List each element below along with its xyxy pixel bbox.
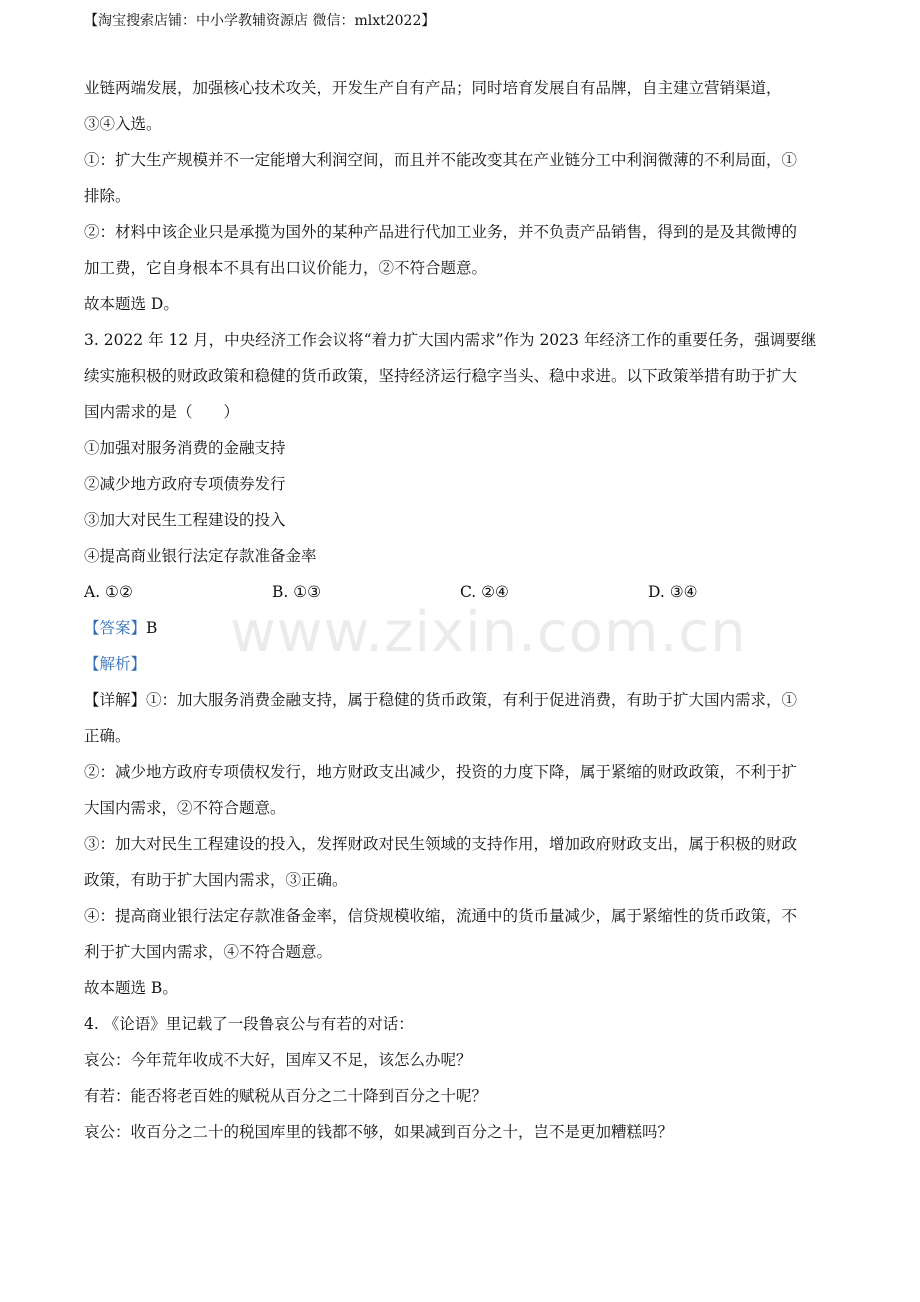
text-line: ①：扩大生产规模并不一定能增大利润空间，而且并不能改变其在产业链分工中利润微薄的不利局面，①	[84, 151, 798, 169]
text-line: 排除。	[84, 187, 131, 205]
explanation-line: ②：减少地方政府专项债权发行，地方财政支出减少，投资的力度下降，属于紧缩的财政政策，不利于扩	[84, 763, 798, 781]
document-body	[84, 70, 836, 1150]
question-stem: 续实施积极的财政政策和稳健的货币政策，坚持经济运行稳字当头、稳中求进。以下政策举措有助于扩大	[84, 367, 798, 385]
answer-label: 【答案】	[84, 619, 147, 637]
question-stem: 4. 《论语》里记载了一段鲁哀公与有若的对话：	[84, 1015, 414, 1033]
question-stem: 3. 2022 年 12 月，中央经济工作会议将“着力扩大国内需求”作为 2023 年经济工作的重要任务，强调要继	[84, 331, 817, 349]
explanation-line: 政策，有助于扩大国内需求，③正确。	[84, 871, 348, 889]
question-item: ④提高商业银行法定存款准备金率	[84, 547, 317, 565]
answer-value: B	[146, 619, 158, 637]
dialogue-line: 哀公：今年荒年收成不大好，国库又不足，该怎么办呢？	[84, 1051, 472, 1069]
text-line: 加工费，它自身根本不具有出口议价能力，②不符合题意。	[84, 259, 488, 277]
answer-options	[84, 574, 836, 610]
text-line: ③④入选。	[84, 115, 162, 133]
explanation-text: ①：加大服务消费金融支持，属于稳健的货币政策，有利于促进消费，有助于扩大国内需求，①	[146, 691, 798, 709]
analysis-line	[84, 646, 836, 682]
analysis-label: 【解析】	[84, 655, 147, 673]
explanation-line: ③：加大对民生工程建设的投入，发挥财政对民生领域的支持作用，增加政府财政支出，属于积极的财政	[84, 835, 798, 853]
question-stem: 国内需求的是（ ）	[84, 403, 240, 421]
dialogue-line: 有若：能否将老百姓的赋税从百分之二十降到百分之十呢？	[84, 1087, 488, 1105]
question-item: ①加强对服务消费的金融支持	[84, 439, 286, 457]
option-a: A. ①②	[84, 583, 133, 601]
option-d: D. ③④	[648, 583, 698, 601]
text-line: ②：材料中该企业只是承揽为国外的某种产品进行代加工业务，并不负责产品销售，得到的是及其微博的	[84, 223, 798, 241]
detail-line	[84, 682, 836, 718]
question-item: ②减少地方政府专项债券发行	[84, 475, 286, 493]
explanation-line: ④：提高商业银行法定存款准备金率，信贷规模收缩，流通中的货币量减少，属于紧缩性的货币政策，不	[84, 907, 798, 925]
option-b: B. ①③	[272, 583, 322, 601]
conclusion-line: 故本题选 B。	[84, 979, 178, 997]
option-c: C. ②④	[460, 583, 509, 601]
watermark: www.zixin.com.cn	[230, 600, 747, 665]
header-note: 【淘宝搜索店铺：中小学教辅资源店 微信：mlxt2022】	[84, 13, 436, 29]
answer-line	[84, 610, 836, 646]
explanation-line: 正确。	[84, 727, 131, 745]
explanation-line: 大国内需求，②不符合题意。	[84, 799, 286, 817]
text-line: 故本题选 D。	[84, 295, 179, 313]
question-item: ③加大对民生工程建设的投入	[84, 511, 286, 529]
text-line: 业链两端发展，加强核心技术攻关，开发生产自有产品；同时培育发展自有品牌，自主建立营销渠道，	[84, 79, 782, 97]
dialogue-line: 哀公：收百分之二十的税国库里的钱都不够，如果减到百分之十，岂不是更加糟糕吗？	[84, 1123, 674, 1141]
detail-label: 【详解】	[84, 691, 147, 709]
explanation-line: 利于扩大国内需求，④不符合题意。	[84, 943, 333, 961]
